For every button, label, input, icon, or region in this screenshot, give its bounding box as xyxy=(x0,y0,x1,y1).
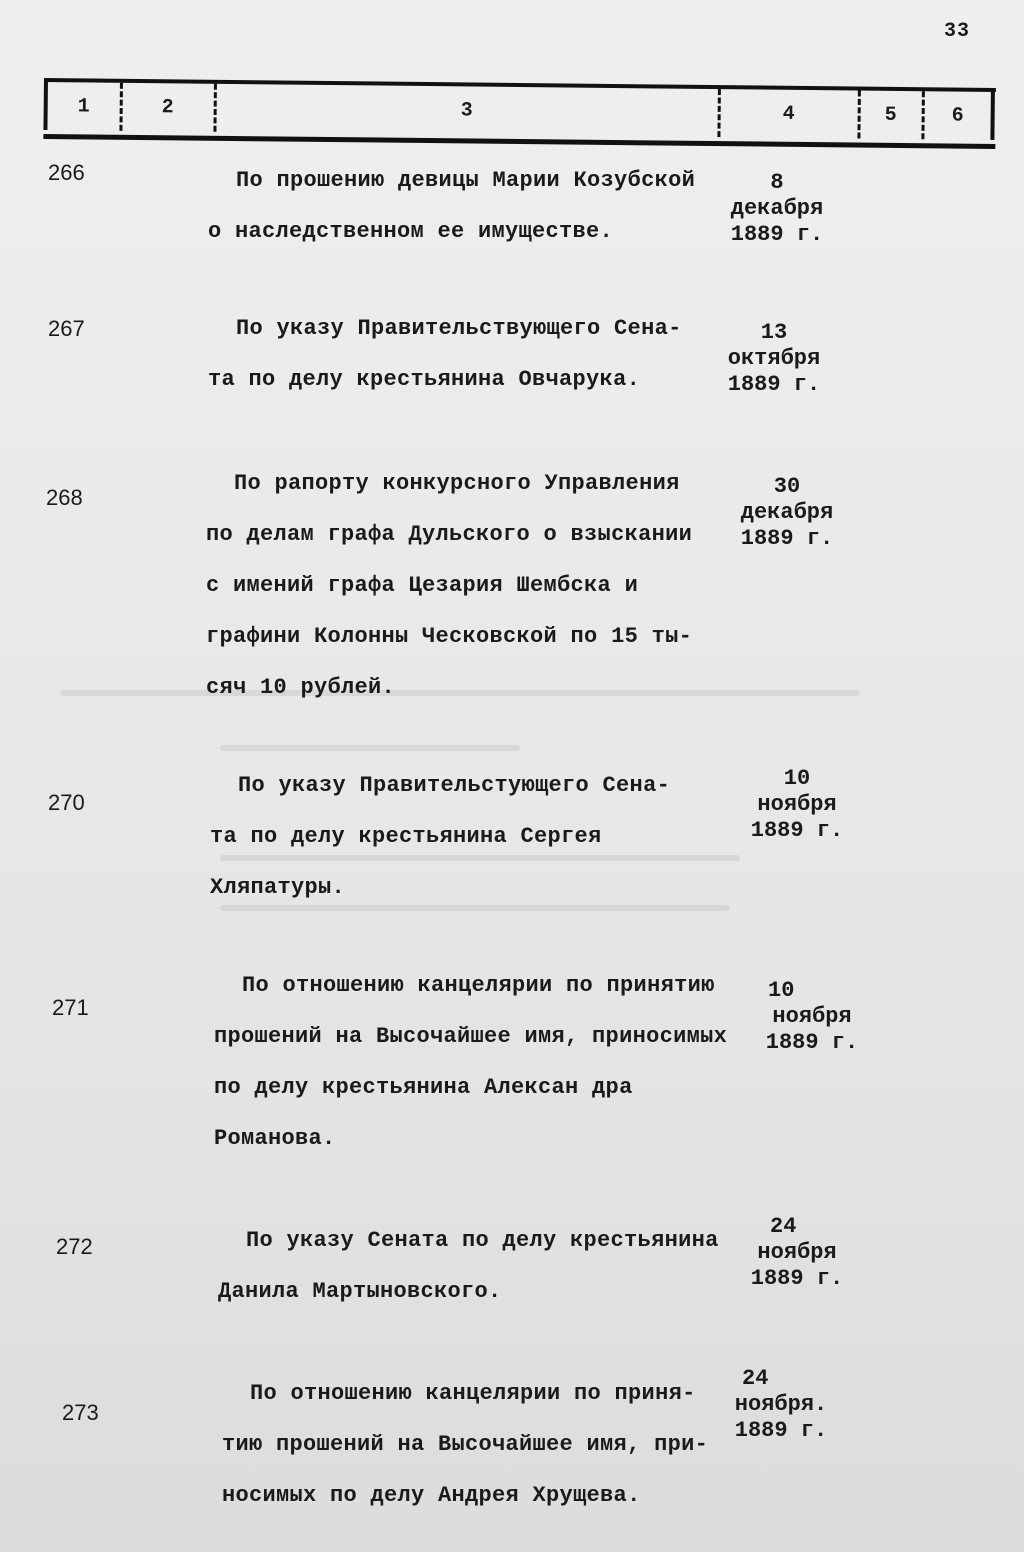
column-header-4: 4 xyxy=(717,89,856,138)
entry-number: 267 xyxy=(48,316,85,341)
entry-line: По указу Правительствующего Сена- xyxy=(236,316,682,341)
date-day: 24 xyxy=(770,1214,797,1239)
entry-number: 270 xyxy=(48,790,85,815)
entry-description xyxy=(214,960,727,1164)
date-year: 1889 г. xyxy=(750,818,844,843)
entry-line: та по делу крестьянина Овчарука. xyxy=(208,367,641,392)
entry-line: графини Колонны Ческовской по 15 ты- xyxy=(206,624,693,649)
entry-number: 268 xyxy=(46,485,83,510)
column-header-6: 6 xyxy=(921,91,994,140)
entry-description xyxy=(208,155,695,257)
column-header-3: 3 xyxy=(213,84,716,137)
entry-line: сяч 10 рублей. xyxy=(206,675,396,700)
entry-description xyxy=(222,1368,708,1521)
entry-line: По рапорту конкурсного Управления xyxy=(234,471,680,496)
entry-line: прошений на Высочайшее имя, приносимых xyxy=(214,1024,728,1049)
date-day: 13 xyxy=(760,320,788,345)
entry-date xyxy=(738,766,856,844)
date-month: октября xyxy=(727,346,821,371)
entry-date xyxy=(738,1214,856,1292)
entry-line: По отношению канцелярии по приня- xyxy=(250,1381,696,1406)
entry-number: 272 xyxy=(56,1234,93,1259)
entry-line: та по делу крестьянина Сергея xyxy=(210,824,602,849)
date-year: 1889 г. xyxy=(740,526,834,551)
entry-line: По прошению девицы Марии Козубской xyxy=(236,168,696,193)
entry-description xyxy=(210,760,670,913)
entry-date xyxy=(760,978,864,1056)
entry-line: По указу Сената по делу крестьянина xyxy=(246,1228,719,1253)
date-day: 24 xyxy=(742,1366,769,1391)
entry-line: По указу Правительстующего Сена- xyxy=(238,773,671,798)
bleed-through-mark xyxy=(220,745,520,751)
entry-line: носимых по делу Андрея Хрущева. xyxy=(222,1483,641,1508)
entry-description xyxy=(218,1215,719,1317)
entry-line: Романова. xyxy=(214,1126,336,1151)
date-day: 30 xyxy=(773,474,801,499)
entry-line: Данила Мартыновского. xyxy=(218,1279,502,1304)
entry-description xyxy=(206,458,692,713)
page-number: 33 xyxy=(944,20,971,43)
entry-line: по делам графа Дульского о взыскании xyxy=(206,522,693,547)
date-year: 1889 г. xyxy=(727,372,821,397)
date-year: 1889 г. xyxy=(765,1030,859,1055)
entry-line: о наследственном ее имуществе. xyxy=(208,219,614,244)
entry-date xyxy=(722,170,832,248)
entry-number: 273 xyxy=(62,1400,99,1425)
column-header-2: 2 xyxy=(119,83,212,132)
column-header-row xyxy=(43,78,996,149)
column-header-1: 1 xyxy=(43,82,119,131)
entry-description xyxy=(208,303,682,405)
entry-number: 266 xyxy=(48,160,85,185)
entry-line: с имений графа Цезария Шембска и xyxy=(206,573,639,598)
date-day: 10 xyxy=(768,978,795,1003)
date-month: ноября xyxy=(757,1240,837,1265)
date-month: ноября xyxy=(772,1004,852,1029)
date-month: декабря xyxy=(730,196,824,221)
date-month: декабря xyxy=(740,500,834,525)
date-year: 1889 г. xyxy=(730,222,824,247)
column-header-5: 5 xyxy=(857,91,920,140)
entry-date xyxy=(728,474,846,552)
entry-line: тию прошений на Высочайшее имя, при- xyxy=(222,1432,709,1457)
date-day: 8 xyxy=(770,170,784,195)
entry-line: Хляпатуры. xyxy=(210,875,346,900)
date-day: 10 xyxy=(783,766,811,791)
entry-line: по делу крестьянина Алексан дра xyxy=(214,1075,633,1100)
date-month: ноября xyxy=(757,792,837,817)
entry-date xyxy=(722,1366,840,1444)
date-year: 1889 г. xyxy=(750,1266,844,1291)
date-month: ноября. xyxy=(734,1392,828,1417)
entry-line: По отношению канцелярии по принятию xyxy=(242,973,715,998)
date-year: 1889 г. xyxy=(734,1418,828,1443)
entry-number: 271 xyxy=(52,995,89,1020)
entry-date xyxy=(715,320,833,398)
